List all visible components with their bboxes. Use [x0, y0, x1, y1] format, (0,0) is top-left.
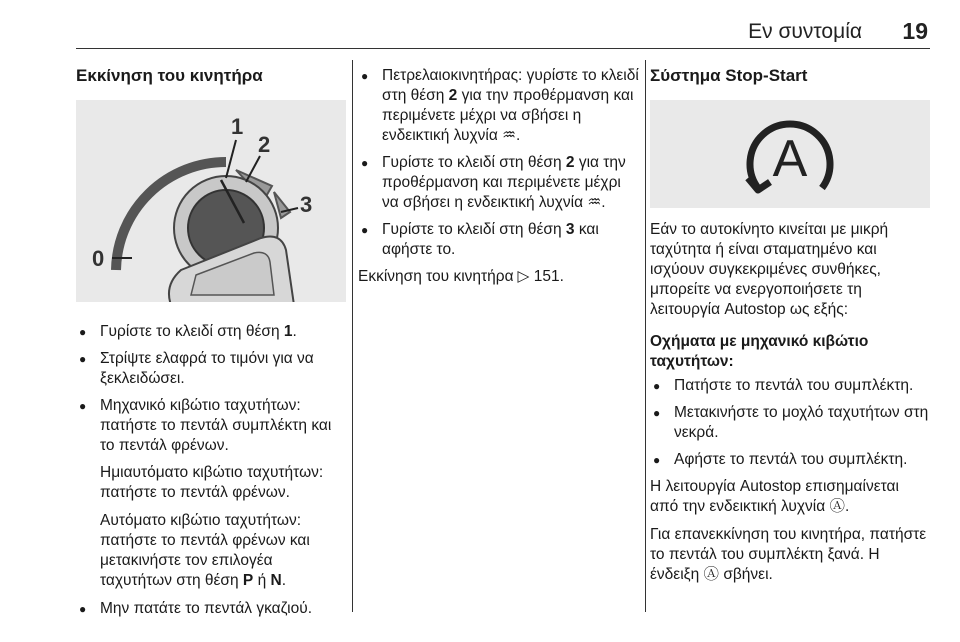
list-item: ● Γυρίστε το κλειδί στη θέση 1. — [76, 322, 346, 342]
column-stop-start — [650, 48, 930, 593]
list-item: ● Γυρίστε το κλειδί στη θέση 3 και αφήστε το. — [358, 220, 640, 260]
stop-start-intro: Εάν το αυτοκίνητο κινείται με μικρή ταχύτητα ή είναι σταματημένο και ισχύουν συγκεκριμένες συνθήκες, μπορείτε να ενεργοποιήσετε τη λειτουργία Autostop ως εξής: — [650, 221, 889, 318]
autostop-indicator-paragraph: Η λειτουργία Autostop επισημαίνεται από την ενδεικτική λυχνία Ⓐ. — [650, 478, 899, 515]
list-item: ● Γυρίστε το κλειδί στη θέση 2 για την προθέρμανση και περιμένετε μέχρι να σβήσει η ενδεικτική λυχνία ♒. — [358, 153, 640, 213]
page-number: 19 — [902, 18, 928, 44]
preheat-icon: ♒ — [502, 127, 516, 144]
list-item: ● Αφήστε το πεντάλ του συμπλέκτη. — [650, 450, 930, 470]
column-engine-start-continued — [358, 48, 640, 295]
engine-start-final-step — [76, 599, 346, 619]
section-title: Εν συντομία — [748, 20, 862, 43]
diesel-steps — [358, 66, 640, 260]
autostop-steps — [650, 376, 930, 470]
cross-reference[interactable]: Εκκίνηση του κινητήρα ▷ 151. — [358, 268, 564, 285]
column-engine-start — [76, 48, 346, 626]
autostop-icon — [730, 106, 850, 202]
column-divider-1 — [352, 60, 353, 612]
engine-start-heading: Εκκίνηση του κινητήρα — [76, 66, 263, 85]
key-position-1-label: 1 — [231, 114, 244, 139]
list-item: ● Μηχανικό κιβώτιο ταχυτήτων: πατήστε το πεντάλ συμπλέκτη και το πεντάλ φρένων. — [76, 396, 346, 456]
autostop-icon-letter: A — [772, 130, 808, 188]
autostop-icon-figure — [650, 100, 930, 208]
page-header — [76, 0, 930, 49]
engine-start-steps — [76, 322, 346, 456]
automatic-paragraph: Αυτόματο κιβώτιο ταχυτήτων: πατήστε το πεντάλ φρένων και μετακινήστε τον επιλογέα ταχυτήτων στη θέση P ή N. — [100, 512, 310, 589]
key-position-0-label: 0 — [92, 246, 105, 271]
list-item: ● Μετακινήστε το μοχλό ταχυτήτων στη νεκρά. — [650, 403, 930, 443]
key-position-3-label: 3 — [300, 192, 313, 217]
list-item: ● Μην πατάτε το πεντάλ γκαζιού. — [76, 599, 346, 619]
reference-arrow-icon: ▷ — [517, 268, 530, 285]
list-item: ● Πατήστε το πεντάλ του συμπλέκτη. — [650, 376, 930, 396]
stop-start-heading: Σύστημα Stop-Start — [650, 66, 808, 85]
key-position-2-label: 2 — [258, 132, 271, 157]
ignition-key-illustration — [76, 100, 346, 302]
preheat-icon: ♒ — [587, 194, 602, 211]
restart-paragraph: Για επανεκκίνηση του κινητήρα, πατήστε το πεντάλ του συμπλέκτη ξανά. Η ένδειξη Ⓐ σβήνει. — [650, 526, 927, 583]
list-item: ● Στρίψτε ελαφρά το τιμόνι για να ξεκλειδώσει. — [76, 349, 346, 389]
semi-auto-paragraph: Ημιαυτόματο κιβώτιο ταχυτήτων: πατήστε το πεντάλ φρένων. — [100, 464, 324, 501]
list-item: ● Πετρελαιοκινητήρας: γυρίστε το κλειδί στη θέση 2 για την προθέρμανση και περιμένετε μέχρι να σβήσει η ενδεικτική λυχνία ♒. — [358, 66, 640, 146]
ignition-key-figure — [76, 100, 346, 302]
column-divider-2 — [645, 60, 646, 612]
manual-gearbox-subheading: Οχήματα με μηχανικό κιβώτιο ταχυτήτων: — [650, 333, 869, 370]
